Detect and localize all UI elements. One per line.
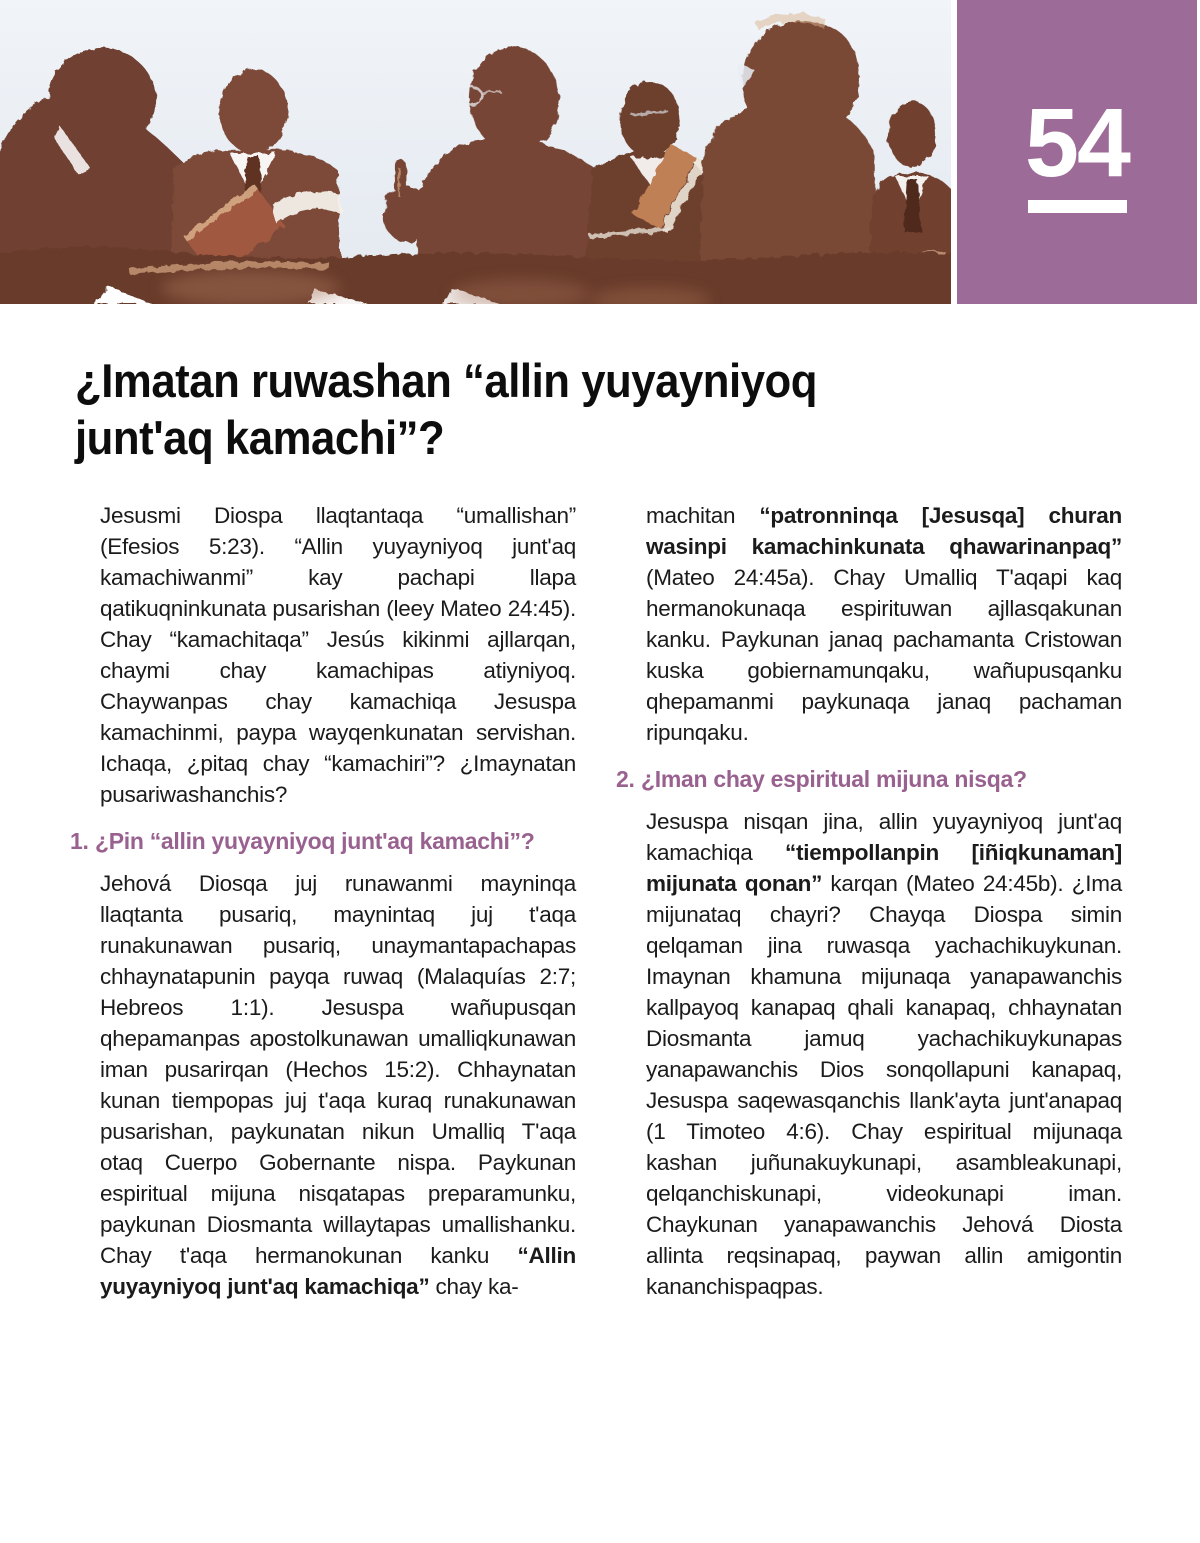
paragraph-2: Jesuspa nisqan jina, allin yuyayniyoq junt'aq kamachiqa “tiempollanpin [iñiqkunaman] mijunata qonan” karqan (Mateo 24:45b). ¿Ima mijunataq chayri? Chayqa Diospa simin qelqaman jina ruwasqa yachachikuykunan. Imaynan khamuna mijunaqa yanapawanchis kallpayoq kanapaq qhali kanapaq, chhaynatan Diosmanta jamuq yachachikuykunapas yanapawanchis Dios sonqollapuni kanapaq, Jesuspa saqewasqanchis llank'ayta junt'anapaq (1 Timoteo 4:6). Chay espiritual mijunaqa kashan juñunakuykunapi, asambleakunapi, qelqanchiskunapi, videokunapi iman. Chaykunan yanapawanchis Jehová Diosta allinta reqsinapaq, paywan allin amigontin kananchispaqpas.: [646, 809, 1122, 1299]
page-header: [0, 0, 1200, 304]
question-2-heading: [616, 764, 1122, 795]
question-1-number: 1.: [70, 828, 89, 854]
paragraph-1-continued: machitan “patronninqa [Jesusqa] churan wasinpi kamachinkunata qhawarinanpaq” (Mateo 24:45a). Chay Umalliq T'aqapi kaq hermanokunaqa espirituwan ajllasqakunan kanku. Paykunan janaq pachamanta Cristowan kuska gobiernamunqaku, wañupusqanku qhepamanmi paykunaqa janaq pachaman ripunqaku.: [646, 503, 1122, 745]
intro-paragraph: Jesusmi Diospa llaqtantaqa “umallishan” (Efesios 5:23). “Allin yuyayniyoq junt'aq kamachiwanmi” kay pachapi llapa qatikuqninkunata pusarishan (leey Mateo 24:45). Chay “kamachitaqa” Jesús kikinmi ajllarqan, chaymi chay kamachipas atiyniyoq. Chaywanpas chay kamachiqa Jesuspa kamachinmi, paypa wayqenkunatan servishan. Ichaqa, ¿pitaq chay “kamachiri”? ¿Imaynatan pusariwashanchis?: [100, 503, 576, 807]
lesson-number-badge: [957, 0, 1197, 304]
question-1-heading: [70, 826, 576, 857]
article-title-line2: junt'aq kamachi”?: [75, 411, 445, 464]
question-2-text: ¿Iman chay espiritual mijuna nisqa?: [641, 766, 1027, 792]
question-2-number: 2.: [616, 766, 635, 792]
column-left: [70, 500, 576, 1302]
meeting-silhouette-svg: [0, 0, 951, 304]
article-title-line1: ¿Imatan ruwashan “allin yuyayniyoq: [75, 354, 818, 407]
meeting-silhouette-image: [0, 0, 951, 304]
lesson-number-underline: [1028, 200, 1127, 213]
lesson-number: 54: [1025, 88, 1129, 197]
question-1-text: ¿Pin “allin yuyayniyoq junt'aq kamachi”?: [95, 828, 535, 854]
column-right: [616, 500, 1122, 1302]
article-title: [75, 352, 1061, 466]
paragraph-1: Jehová Diosqa juj runawanmi mayninqa llaqtanta pusariq, maynintaq juj t'aqa runakunawan pusariq, unaymantapachapas chhaynatapunin payqa ruwaq (Malaquías 2:7; Hebreos 1:1). Jesuspa wañupusqan qhepamanpas apostolkunawan umalliqkunawan iman pusarirqan (Hechos 15:2). Chhaynatan kunan tiempopas juj t'aqa kuraq runakunawan pusarishan, paykunatan nikun Umalliq T'aqa otaq Cuerpo Gobernante nispa. Paykunan espiritual mijuna nisqatapas preparamunku, paykunan Diosmanta willaytapas umallishanku. Chay t'aqa hermanokunan kanku “Allin yuyayniyoq junt'aq kamachiqa” chay ka-: [100, 871, 576, 1299]
article-body: [70, 500, 1122, 1302]
